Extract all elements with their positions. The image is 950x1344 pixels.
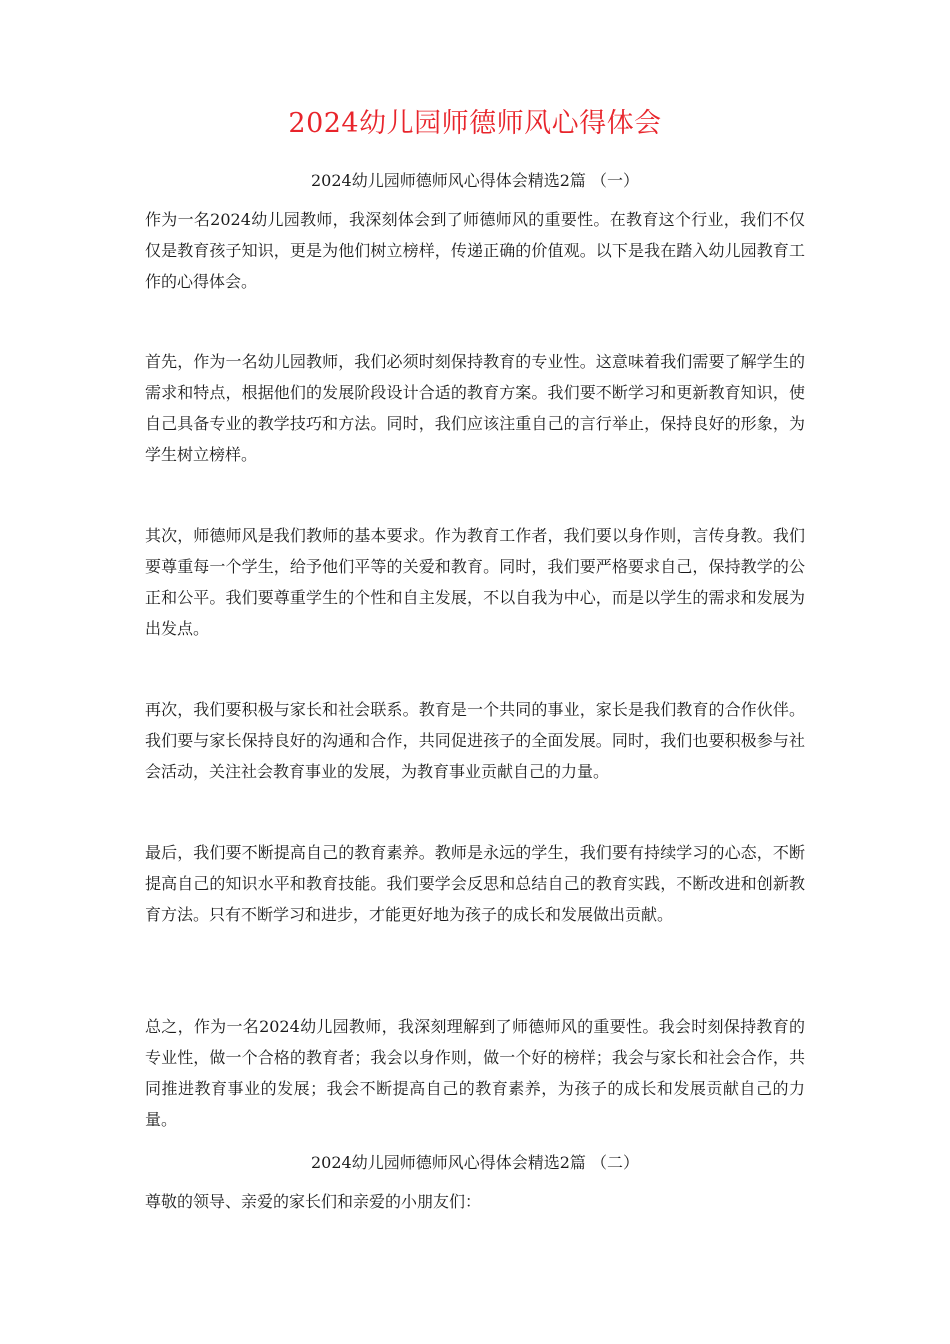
paragraph-first: 首先，作为一名幼儿园教师，我们必须时刻保持教育的专业性。这意味着我们需要了解学生的需求和特点，根据他们的发展阶段设计合适的教育方案。我们要不断学习和更新教育知识，使自己具备专业的教学技巧和方法。同时，我们应该注重自己的言行举止，保持良好的形象，为学生树立榜样。 bbox=[145, 352, 805, 464]
document-title: 2024幼儿园师德师风心得体会 bbox=[288, 108, 662, 139]
paragraph-second: 其次，师德师风是我们教师的基本要求。作为教育工作者，我们要以身作则，言传身教。我们要尊重每一个学生，给予他们平等的关爱和教育。同时，我们要严格要求自己，保持教学的公正和公平。我们要尊重学生的个性和自主发展，不以自我为中心，而是以学生的需求和发展为出发点。 bbox=[145, 526, 805, 638]
paragraph-greeting: 尊敬的领导、亲爱的家长们和亲爱的小朋友们： bbox=[145, 1192, 482, 1211]
paragraph-conclusion: 总之，作为一名2024幼儿园教师，我深刻理解到了师德师风的重要性。我会时刻保持教育的专业性，做一个合格的教育者；我会以身作则，做一个好的榜样；我会与家长和社会合作，共同推进教育事业的发展；我会不断提高自己的教育素养，为孩子的成长和发展贡献自己的力量。 bbox=[145, 1017, 805, 1129]
section-heading-2: 2024幼儿园师德师风心得体会精选2篇 （二） bbox=[311, 1153, 639, 1172]
paragraph-fourth: 最后，我们要不断提高自己的教育素养。教师是永远的学生，我们要有持续学习的心态，不断提高自己的知识水平和教育技能。我们要学会反思和总结自己的教育实践，不断改进和创新教育方法。只有不断学习和进步，才能更好地为孩子的成长和发展做出贡献。 bbox=[145, 843, 805, 924]
paragraph-third: 再次，我们要积极与家长和社会联系。教育是一个共同的事业，家长是我们教育的合作伙伴。我们要与家长保持良好的沟通和合作，共同促进孩子的全面发展。同时，我们也要积极参与社会活动，关注社会教育事业的发展，为教育事业贡献自己的力量。 bbox=[145, 700, 805, 781]
section-heading-1: 2024幼儿园师德师风心得体会精选2篇 （一） bbox=[311, 171, 639, 190]
paragraph-intro: 作为一名2024幼儿园教师，我深刻体会到了师德师风的重要性。在教育这个行业，我们不仅仅是教育孩子知识，更是为他们树立榜样，传递正确的价值观。以下是我在踏入幼儿园教育工作的心得体会。 bbox=[145, 210, 805, 291]
